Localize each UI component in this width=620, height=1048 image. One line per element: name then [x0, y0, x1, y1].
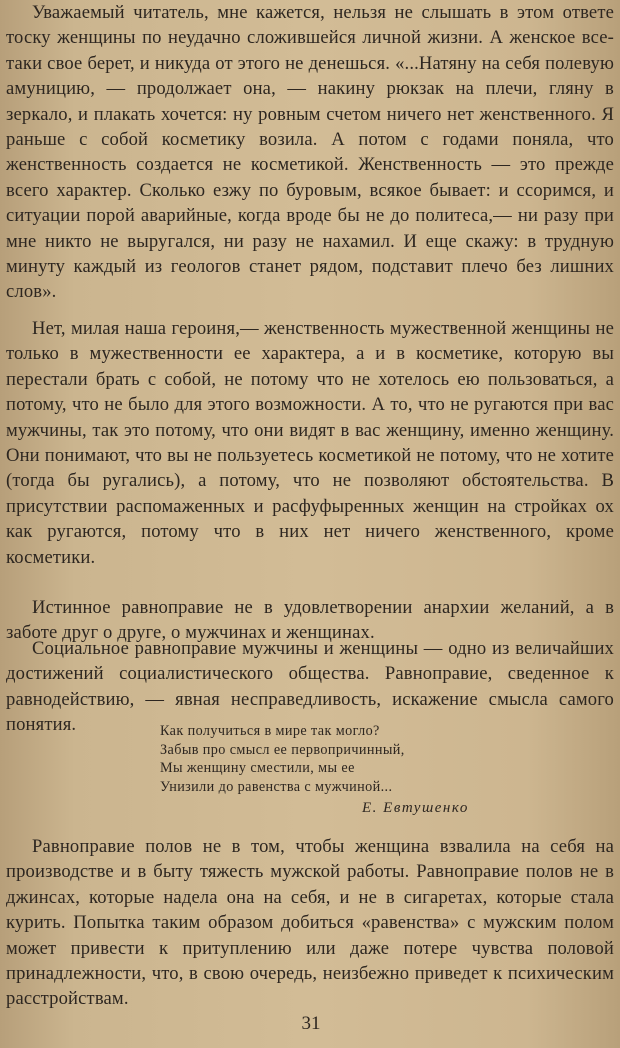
poem-line-3: Мы женщину сместили, мы ее — [160, 760, 355, 777]
page-number: 31 — [301, 1013, 321, 1034]
poem-author: Е. Евтушенко — [362, 800, 469, 816]
book-page — [6, 0, 616, 1048]
poem-line-4: Унизили до равенства с мужчиной... — [160, 778, 393, 795]
poem-line-1: Как получиться в мире так могло? — [160, 723, 380, 739]
poem-quote — [160, 722, 580, 796]
paragraph-3: Истинное равноправие не в удовлетворении анархии желаний, а в заботе друг о друге, о мужчинах и женщинах. — [6, 597, 614, 644]
paragraph-2: Нет, милая наша героиня,— женственность мужественной женщины не только в мужественности ее характера, а и в косметике, которую вы перестали брать с собой, не потому что не хотелось ею пользоваться, а потому, что не было для этого возможности. А то, что не ругаются при вас мужчины, так это потому, что они видят в вас женщину, именно женщину. Они понимают, что вы не пользуетесь косметикой не потому, что не хотите (тогда бы ругались), а потому, что не позволяют обстоятельства. В присутствии распомаженных и расфуфыренных женщин на стройках ох как ругаются, потому что в них нет ничего женственного, кроме косметики. — [6, 318, 614, 568]
paragraph-5: Равноправие полов не в том, чтобы женщина взвалила на себя на производстве и в быту тяжесть мужской работы. Равноправие полов не в джинсах, которые надела она на себя, и не в сигаретах, которые стала курить. Попытка таким образом добиться «равенства» с мужским полом может привести к притуплению или даже потере чувства половой принадлежности, что, в свою очередь, неизбежно приведет к психическим расстройствам. — [6, 836, 614, 1010]
paragraph-4: Социальное равноправие мужчины и женщины — одно из величайших достижений социалистического общества. Равноправие, сведенное к равнодействию, — явная несправедливость, искажение смысла самого понятия. — [6, 638, 614, 736]
paragraph-1: Уважаемый читатель, мне кажется, нельзя не слышать в этом ответе тоску женщины по неудачно сложившейся личной жизни. А женское все-таки свое берет, и никуда от этого не денешься. «...Натяну на себя полевую амуницию, — продолжает она, — накину рюкзак на плечи, гляну в зеркало, и плакать хочется: ну ровным счетом ничего нет женственного. Я раньше с собой косметику возила. А потом с годами поняла, что женственность создается не косметикой. Женственность — это прежде всего характер. Сколько езжу по буровым, всякое бывает: и ссоримся, и ситуации порой аварийные, когда вроде бы не до политеса,— ни разу при мне никто не выругался, ни разу не нахамил. И еще скажу: в трудную минуту каждый из геологов станет рядом, подставит плечо без лишних слов». — [6, 2, 614, 303]
poem-line-2: Забыв про смысл ее первопричинный, — [160, 741, 405, 758]
